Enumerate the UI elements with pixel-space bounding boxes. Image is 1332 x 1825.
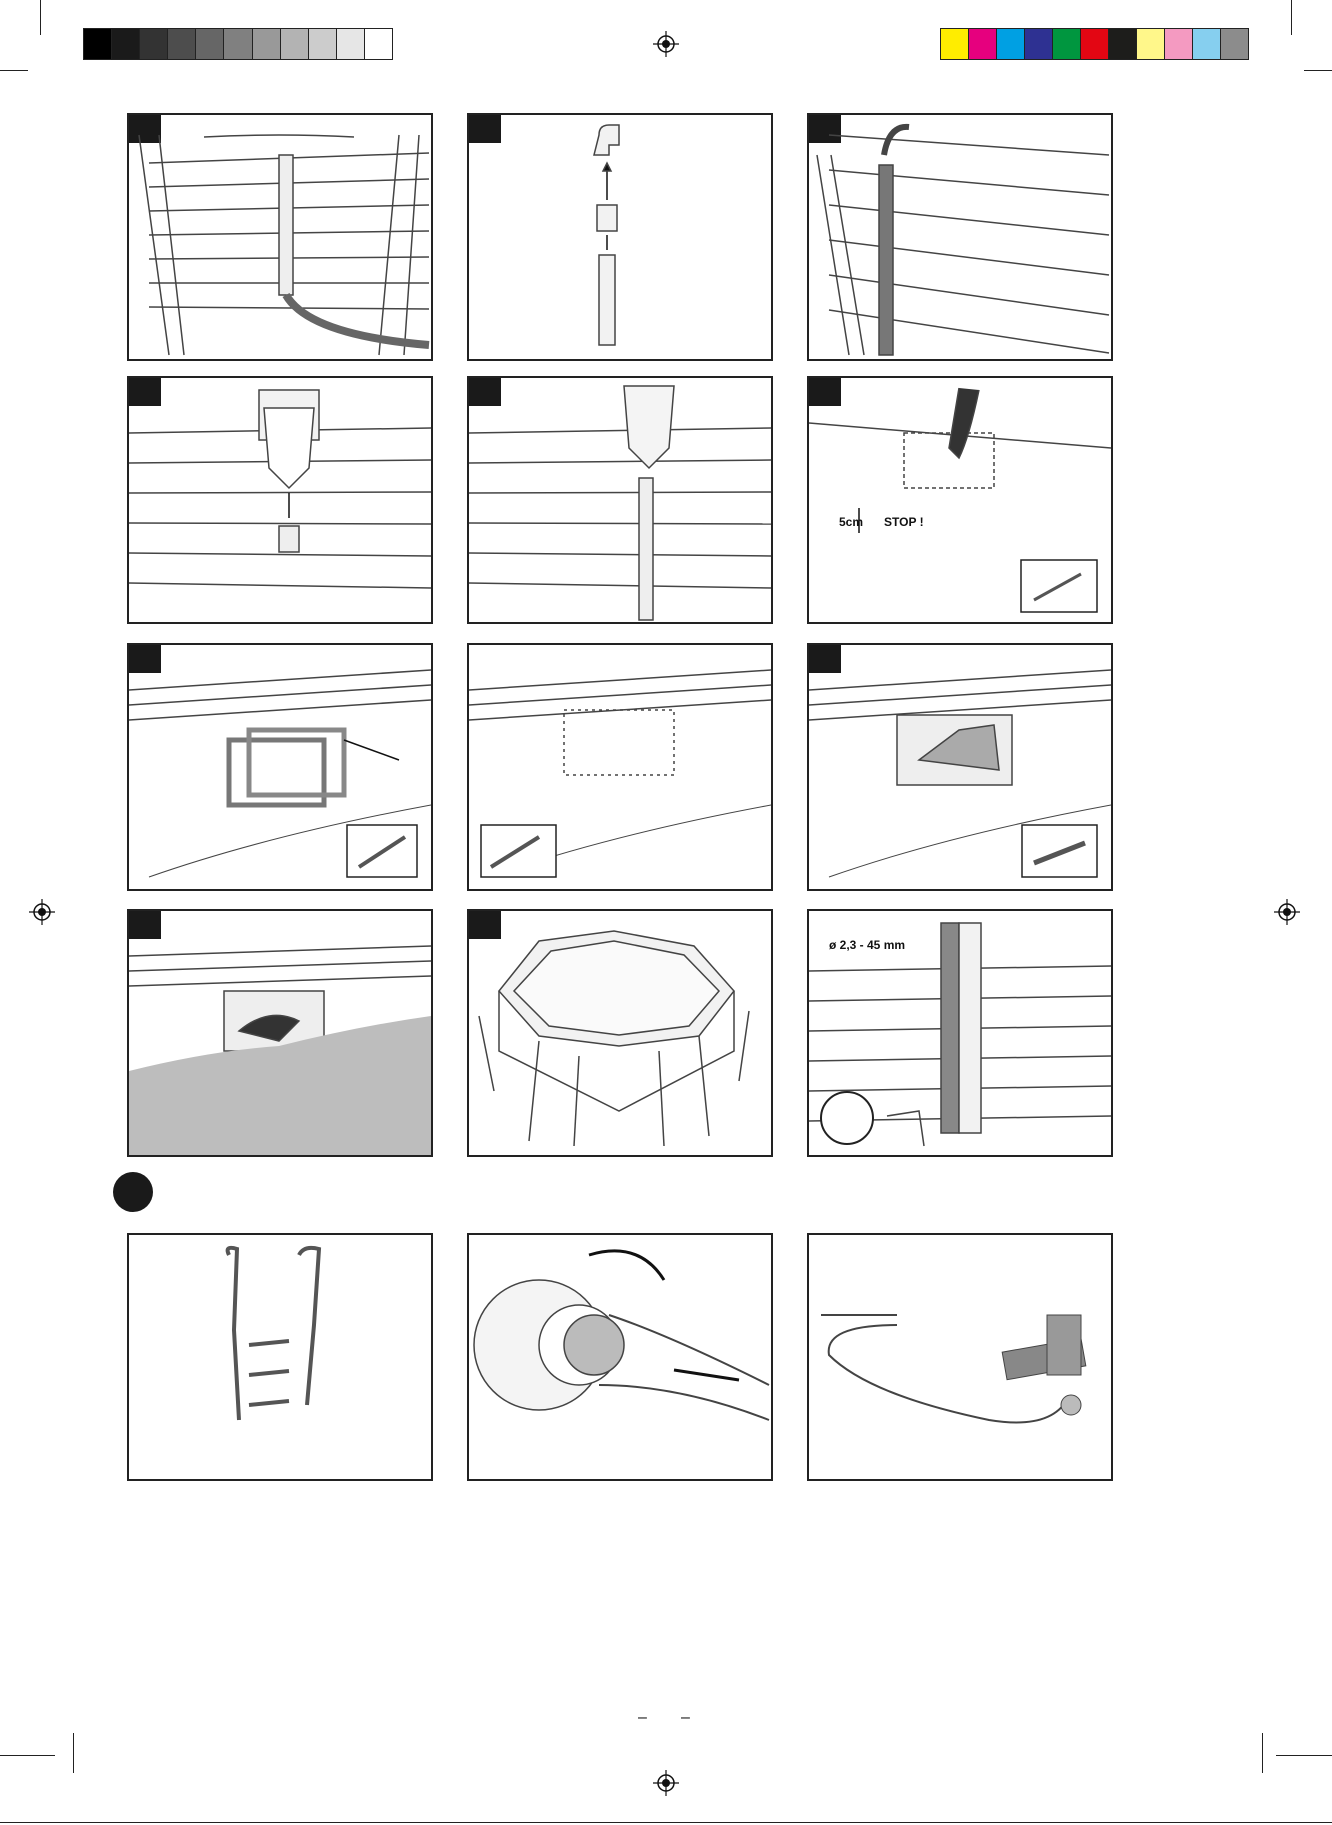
color-swatch (1137, 29, 1165, 59)
step-panel-pool-overview (467, 909, 773, 1157)
step-panel-pipe-parts (467, 113, 773, 361)
step-panel-hammer-cap (807, 1233, 1113, 1481)
color-swatch (969, 29, 997, 59)
registration-mark-icon (29, 899, 55, 925)
step-panel-pipe-mounted (807, 113, 1113, 361)
crop-mark-bottom-right-h (1276, 1755, 1332, 1756)
color-calibration-bar (940, 28, 1249, 60)
page-number-right: – (681, 1709, 690, 1726)
color-swatch (1165, 29, 1193, 59)
step-panel-water-level (127, 909, 433, 1157)
registration-mark-icon (653, 31, 679, 57)
crop-mark-bottom-left-v (73, 1733, 74, 1773)
page-number-left: – (638, 1709, 647, 1726)
registration-mark-icon (1274, 899, 1300, 925)
grayscale-swatch (224, 29, 252, 59)
grayscale-swatch (112, 29, 140, 59)
color-swatch (1081, 29, 1109, 59)
step-panel-wall-pipe (127, 113, 433, 361)
crop-mark-top-left-h (0, 70, 28, 71)
crop-mark-bottom-right-v (1262, 1733, 1263, 1773)
crop-mark-top-right-v (1291, 0, 1292, 35)
grayscale-swatch (365, 29, 392, 59)
grayscale-swatch (196, 29, 224, 59)
color-swatch (1193, 29, 1221, 59)
grayscale-swatch (253, 29, 281, 59)
registration-mark-icon (653, 1770, 679, 1796)
color-swatch (1109, 29, 1137, 59)
grayscale-swatch (140, 29, 168, 59)
grayscale-calibration-bar (83, 28, 393, 60)
crop-mark-top-right-h (1304, 70, 1332, 71)
grayscale-swatch (281, 29, 309, 59)
crop-mark-bottom-left-h (0, 1755, 55, 1756)
step-panel-skimmer-pipe (467, 376, 773, 624)
step-panel-screw-frame (467, 643, 773, 891)
grayscale-swatch (309, 29, 337, 59)
section-badge (113, 1172, 153, 1212)
step-panel-cut-liner (807, 376, 1113, 624)
step-panel-unscrew-fitting (467, 1233, 773, 1481)
depth-mark-label: 5cm (839, 515, 864, 529)
crop-mark-top-left-v (40, 0, 41, 35)
color-swatch (1221, 29, 1248, 59)
step-panel-skimmer-nozzle (127, 376, 433, 624)
stop-warning-label: STOP ! (884, 515, 924, 529)
hammer-icon (1002, 1315, 1086, 1380)
color-swatch (941, 29, 969, 59)
color-swatch (1053, 29, 1081, 59)
step-panel-ladder-parts (127, 1233, 433, 1481)
color-swatch (1025, 29, 1053, 59)
grayscale-swatch (168, 29, 196, 59)
screw-diameter-label: ø 2,3 - 45 mm (829, 938, 906, 952)
grayscale-swatch (84, 29, 112, 59)
crop-mark-bottom-rule (0, 1822, 1332, 1823)
grayscale-swatch (337, 29, 365, 59)
color-swatch (997, 29, 1025, 59)
step-panel-frame-position (127, 643, 433, 891)
step-panel-ladder-post (807, 909, 1113, 1157)
step-panel-cut-opening (807, 643, 1113, 891)
